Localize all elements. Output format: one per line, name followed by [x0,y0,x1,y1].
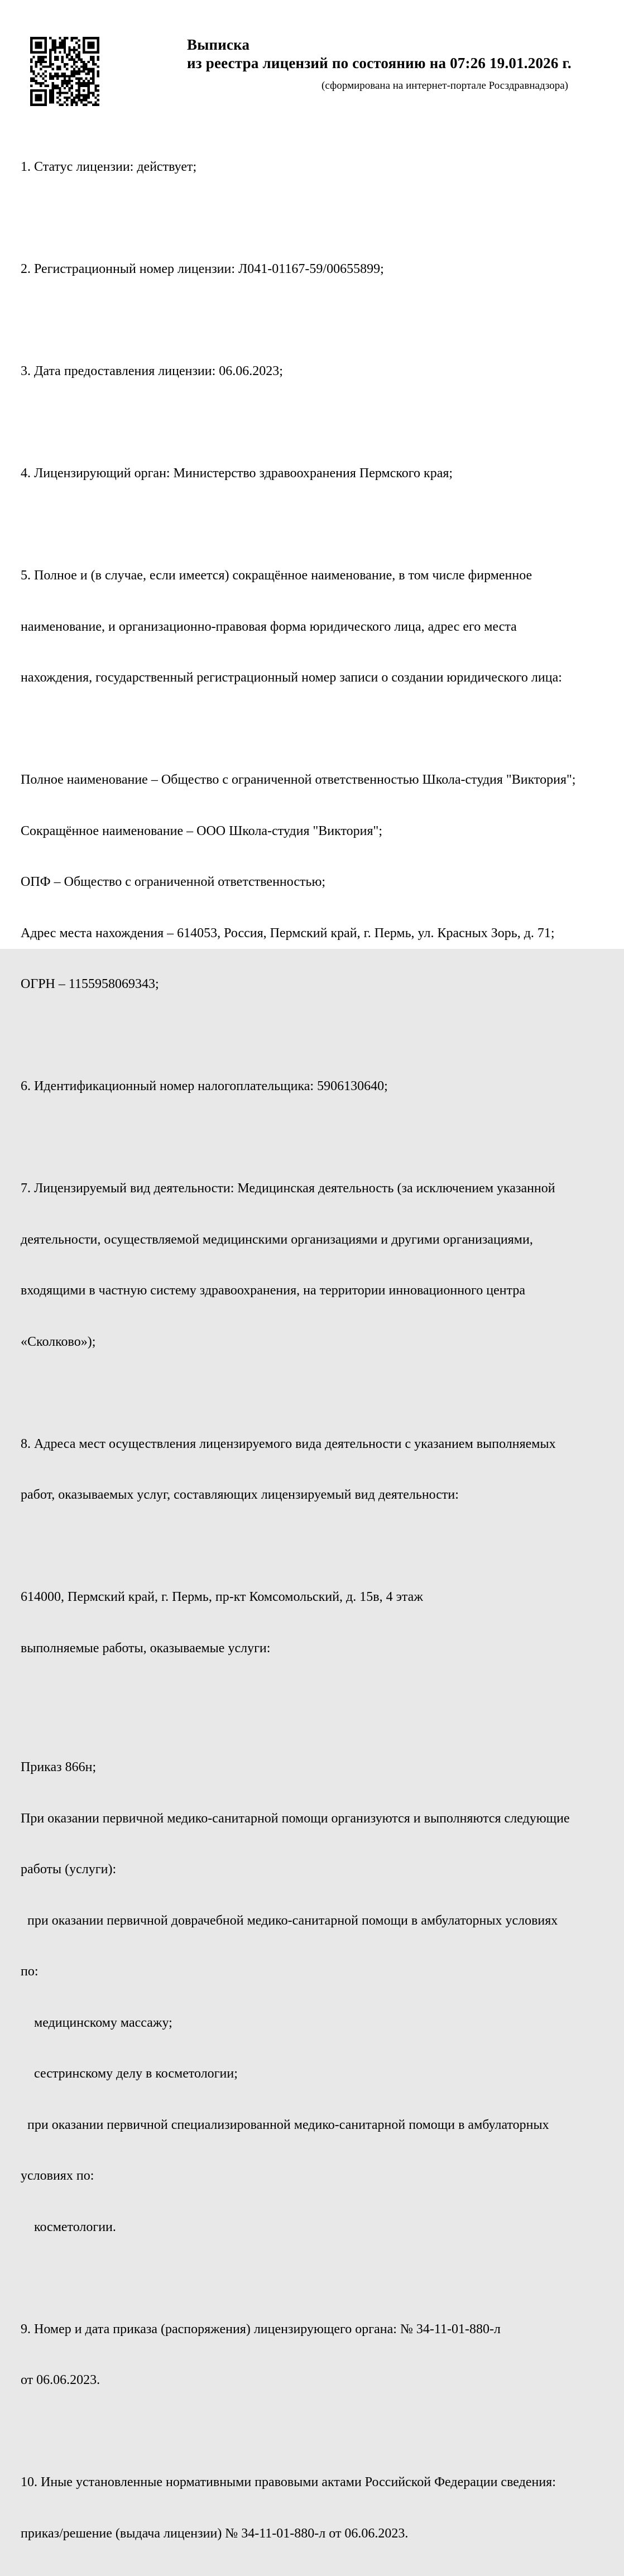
text-line: «Сколково»); [21,1334,96,1349]
text-line: Сокращённое наименование – ООО Школа-студия "Виктория"; [21,823,382,838]
paragraph-address [21,1555,612,1691]
text-line: по: [21,1964,39,1979]
document-body [21,124,612,2576]
text-line: деятельности, осуществляемой медицинскими организациями и другими организациями, [21,1232,533,1247]
paragraph-order-number [21,2287,612,2423]
text-line: 5. Полное и (в случае, если имеется) сокращённое наименование, в том числе фирменное [21,568,532,583]
text-line: приказ/решение (выдача лицензии) № 34-11-01-880-л от 06.06.2023. [21,2526,409,2541]
text-line: при оказании первичной специализированной медико-санитарной помощи в амбулаторных [21,2117,549,2132]
text-line: 4. Лицензирующий орган: Министерство здравоохранения Пермского края; [21,466,453,481]
paragraph-addresses-intro [21,1402,612,1538]
text-line: медицинскому массажу; [21,2015,172,2030]
text-line: 614000, Пермский край, г. Пермь, пр-кт Комсомольский, д. 15в, 4 этаж [21,1590,423,1604]
text-line: от 06.06.2023. [21,2373,100,2387]
text-line: нахождения, государственный регистрационный номер записи о создании юридического лица: [21,670,562,685]
text-line: условиях по: [21,2169,94,2183]
doc-title-line1: Выписка [187,36,250,53]
text-line: наименование, и организационно-правовая форма юридического лица, адрес его места [21,619,517,634]
paragraph-org-details [21,737,612,1027]
text-line: 7. Лицензируемый вид деятельности: Медицинская деятельность (за исключением указанной [21,1181,555,1196]
doc-subtitle: (сформирована на интернет-портале Росздравнадзора) [321,80,568,92]
paragraph-org-name-intro [21,533,612,721]
text-line: сестринскому делу в косметологии; [21,2066,238,2081]
text-line: работы (услуги): [21,1862,117,1877]
text-line: работ, оказываемых услуг, составляющих лицензируемый вид деятельности: [21,1488,459,1502]
text-line: при оказании первичной доврачебной медико-санитарной помощи в амбулаторных условиях [21,1913,558,1928]
text-line: Полное наименование – Общество с ограниченной ответственностью Школа-студия "Виктория"; [21,773,576,787]
text-line: Приказ 866н; [21,1760,97,1774]
text-line: 8. Адреса мест осуществления лицензируемого вида деятельности с указанием выполняемых [21,1436,556,1451]
paragraph-license-status [21,124,612,210]
text-line: выполняемые работы, оказываемые услуги: [21,1640,271,1656]
text-line: При оказании первичной медико-санитарной помощи организуются и выполняются следующие [21,1811,570,1826]
text-line: 9. Номер и дата приказа (распоряжения) лицензирующего органа: № 34-11-01-880-л [21,2321,501,2337]
text-line: 2. Регистрационный номер лицензии: Л041-01167-59/00655899; [21,262,384,276]
text-line: ОПФ – Общество с ограниченной ответственностью; [21,875,326,889]
text-line: 3. Дата предоставления лицензии: 06.06.2023; [21,364,283,378]
text-line: ОГРН – 1155958069343; [21,977,159,991]
text-line: 1. Статус лицензии: действует; [21,160,197,174]
paragraph-registration-number [21,227,612,312]
text-line: 10. Иные установленные нормативными правовыми актами Российской Федерации сведения: [21,2475,556,2489]
paragraph-works-services [21,1725,612,2270]
paragraph-inn [21,1044,612,1129]
paragraph-license-date [21,329,612,414]
text-line: 6. Идентификационный номер налогоплательщика: 5906130640; [21,1079,388,1093]
paragraph-licensed-activity [21,1146,612,1384]
text-line: входящими в частную систему здравоохранения, на территории инновационного центра [21,1283,526,1298]
document-header [187,36,572,93]
text-line: косметологии. [21,2219,116,2234]
paragraph-other-info [21,2440,612,2576]
paragraph-licensing-authority [21,431,612,516]
doc-title-line2: из реестра лицензий по состоянию на 07:26 19.01.2026 г. [187,55,572,71]
text-line: Адрес места нахождения – 614053, Россия, Пермский край, г. Пермь, ул. Красных Зорь, д. 71; [21,925,555,941]
qr-code [30,37,99,106]
